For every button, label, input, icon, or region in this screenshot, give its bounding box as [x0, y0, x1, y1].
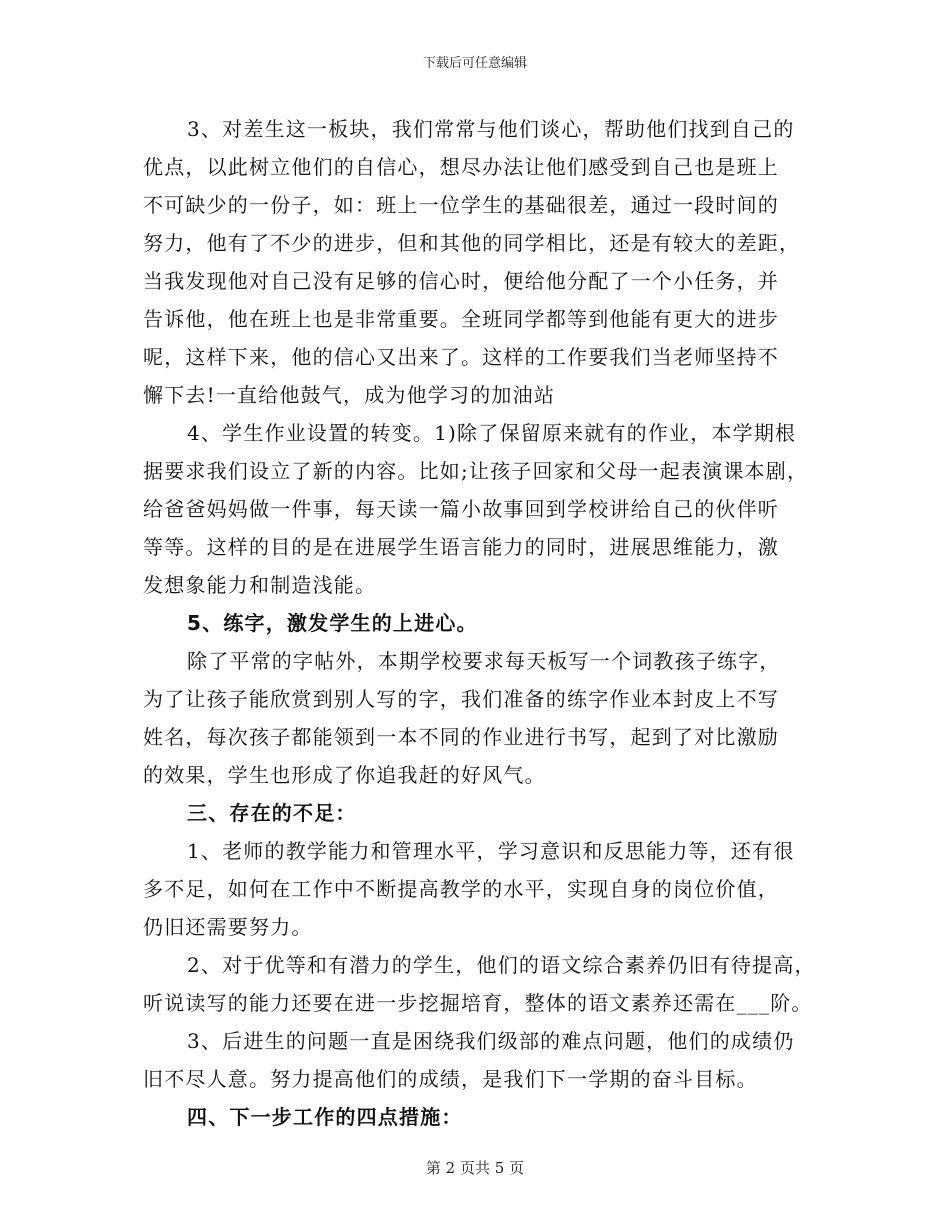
document-body	[143, 110, 818, 1136]
paragraph-line: 3、对差生这一板块，我们常常与他们谈心，帮助他们找到自己的	[187, 117, 795, 141]
paragraph-line: 仍旧还需要努力。	[143, 915, 313, 939]
paragraph-line: 发想象能力和制造浅能。	[143, 573, 377, 597]
paragraph-line: 多不足，如何在工作中不断提高教学的水平，实现自身的岗位价值，	[143, 877, 779, 901]
paragraph-line: 当我发现他对自己没有足够的信心时，便给他分配了一个小任务，并	[143, 269, 779, 293]
page-footer: 第 2 页共 5 页	[425, 1159, 525, 1177]
paragraph-line: 呢，这样下来，他的信心又出来了。这样的工作要我们当老师坚持不	[143, 345, 779, 369]
paragraph-line: 努力，他有了不少的进步，但和其他的同学相比，还是有较大的差距，	[143, 231, 801, 255]
paragraph-line: 3、后进生的问题一直是困绕我们级部的难点问题，他们的成绩仍	[187, 1029, 795, 1053]
paragraph-line: 姓名，每次孩子都能领到一本不同的作业进行书写，起到了对比激励	[143, 725, 779, 749]
paragraph-line: 听说读写的能力还要在进一步挖掘培育，整体的语文素养还需在___阶。	[143, 991, 813, 1015]
paragraph-line: 据要求我们设立了新的内容。比如;让孩子回家和父母一起表演课本剧，	[143, 459, 809, 483]
section-heading: 四、下一步工作的四点措施：	[187, 1105, 463, 1129]
section-heading: 三、存在的不足：	[187, 801, 357, 825]
paragraph-line: 等等。这样的目的是在进展学生语言能力的同时，进展思维能力，激	[143, 535, 779, 559]
paragraph-line: 不可缺少的一份子，如：班上一位学生的基础很差，通过一段时间的	[143, 193, 779, 217]
paragraph-line: 告诉他，他在班上也是非常重要。全班同学都等到他能有更大的进步	[143, 307, 779, 331]
paragraph-line: 的效果，学生也形成了你追我赶的好风气。	[143, 763, 546, 787]
paragraph-line: 旧不尽人意。努力提高他们的成绩，是我们下一学期的奋斗目标。	[143, 1067, 758, 1091]
paragraph-line: 4、学生作业设置的转变。1)除了保留原来就有的作业，本学期根	[187, 421, 797, 445]
page-header: 下载后可任意编辑	[422, 56, 527, 71]
paragraph-line: 懈下去!一直给他鼓气，成为他学习的加油站	[143, 383, 556, 407]
paragraph-line: 除了平常的字帖外，本期学校要求每天板写一个词教孩子练字，	[187, 649, 781, 673]
paragraph-line: 1、老师的教学能力和管理水平，学习意识和反思能力等，还有很	[187, 839, 795, 863]
paragraph-line: 优点，以此树立他们的自信心，想尽办法让他们感受到自己也是班上	[143, 155, 779, 179]
paragraph-line: 为了让孩子能欣赏到别人写的字，我们准备的练字作业本封皮上不写	[143, 687, 779, 711]
section-heading: 5、练字，激发学生的上进心。	[187, 611, 478, 635]
paragraph-line: 2、对于优等和有潜力的学生，他们的语文综合素养仍旧有待提高，	[187, 953, 816, 977]
paragraph-line: 给爸爸妈妈做一件事，每天读一篇小故事回到学校讲给自己的伙伴听	[143, 497, 779, 521]
